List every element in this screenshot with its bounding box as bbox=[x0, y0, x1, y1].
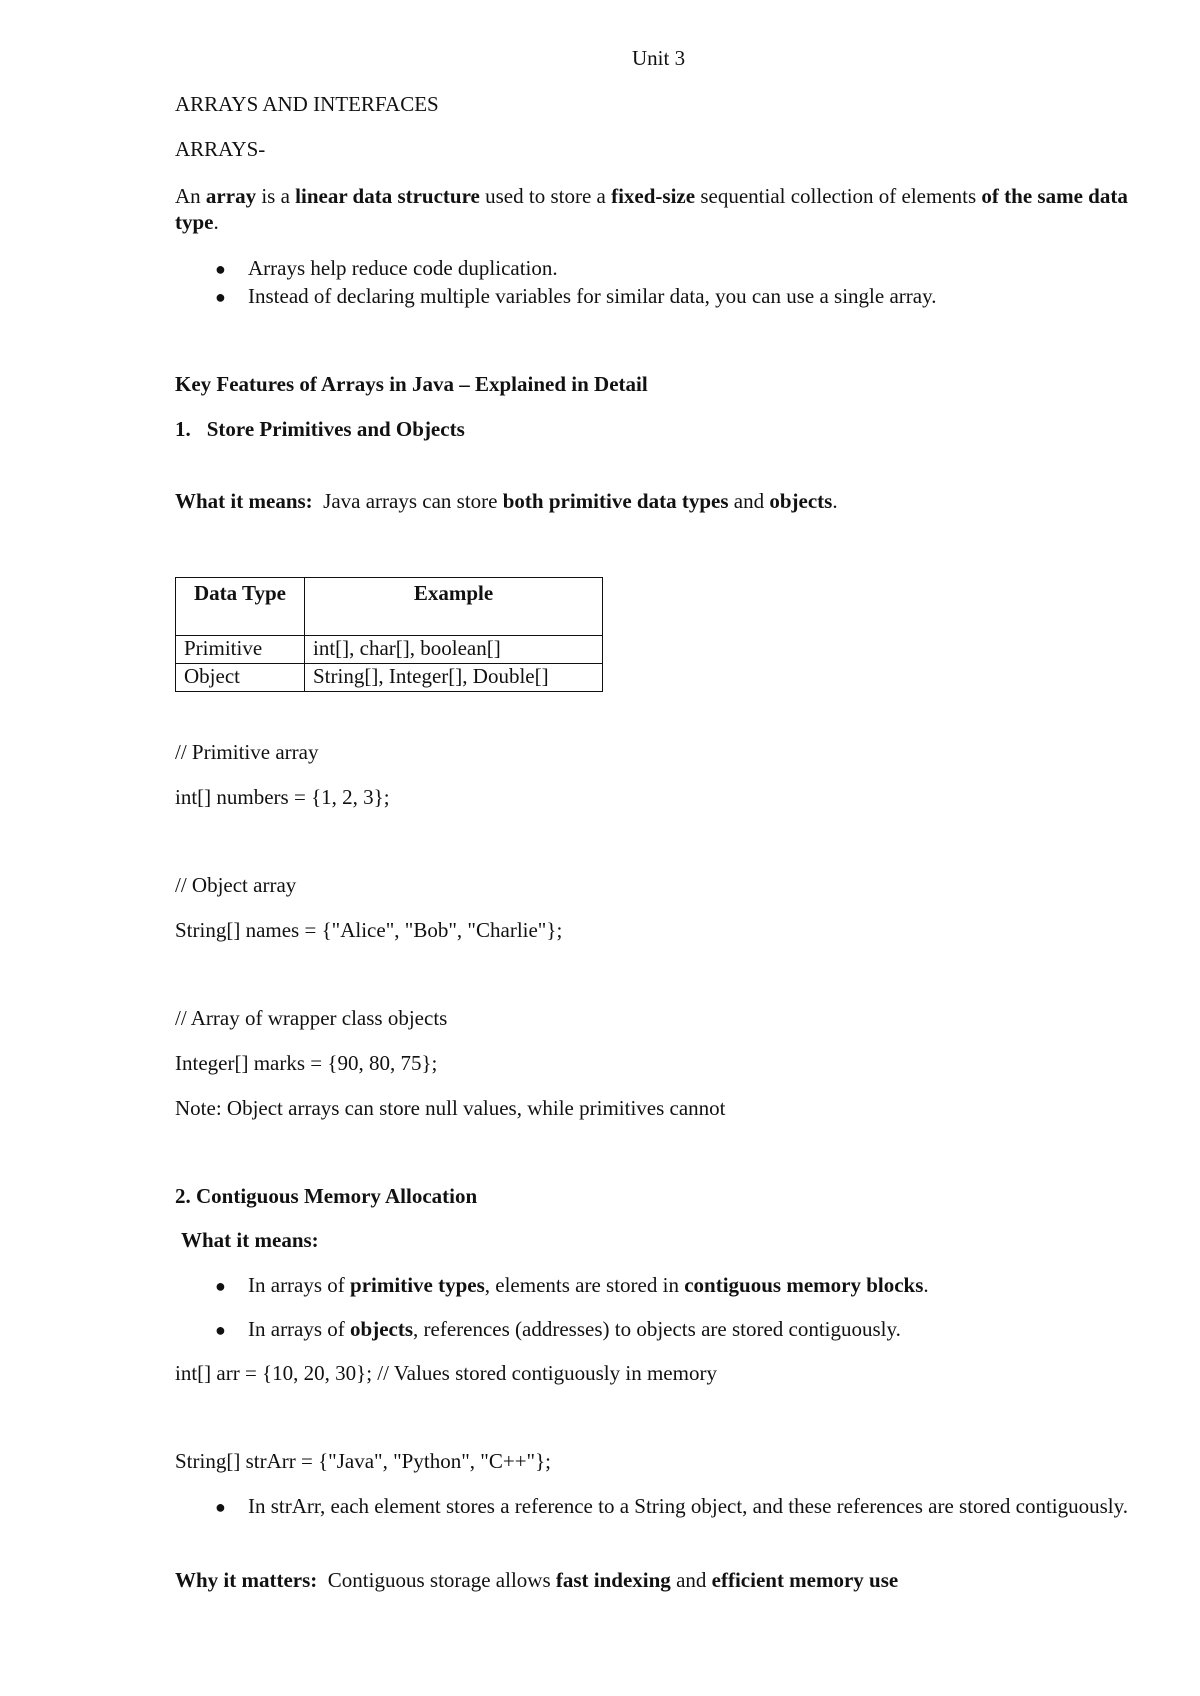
bullet-icon: ● bbox=[215, 287, 226, 307]
arrays-heading: ARRAYS- bbox=[175, 137, 266, 161]
code-comment: // Object array bbox=[175, 873, 297, 897]
table-header-cell: Example bbox=[305, 578, 603, 636]
main-heading: ARRAYS AND INTERFACES bbox=[175, 92, 439, 116]
code-line: String[] names = {"Alice", "Bob", "Charlie"}; bbox=[175, 918, 563, 942]
table-cell: Object bbox=[176, 664, 305, 692]
bullet-icon: ● bbox=[215, 1276, 226, 1296]
section1-heading: 1. Store Primitives and Objects bbox=[175, 417, 465, 441]
code-line: Integer[] marks = {90, 80, 75}; bbox=[175, 1051, 438, 1075]
code-comment: // Primitive array bbox=[175, 740, 319, 764]
key-features-title: Key Features of Arrays in Java – Explained in Detail bbox=[175, 372, 648, 396]
table-row bbox=[176, 664, 603, 692]
section2-heading: 2. Contiguous Memory Allocation bbox=[175, 1184, 478, 1208]
table-header-row bbox=[176, 578, 603, 636]
list-item: Instead of declaring multiple variables for similar data, you can use a single array. bbox=[248, 284, 937, 308]
code-line: int[] numbers = {1, 2, 3}; bbox=[175, 785, 390, 809]
table-cell: int[], char[], boolean[] bbox=[305, 636, 603, 664]
intro-paragraph: An array is a linear data structure used to store a fixed-size sequential collection of elements of the same data type. bbox=[175, 184, 1128, 235]
section1-what-it-means: What it means: Java arrays can store both primitive data types and objects. bbox=[175, 489, 838, 513]
list-item: In arrays of primitive types, elements are stored in contiguous memory blocks. bbox=[248, 1273, 929, 1297]
section2-what-label: What it means: bbox=[181, 1228, 319, 1252]
why-it-matters: Why it matters: Contiguous storage allows fast indexing and efficient memory use bbox=[175, 1568, 899, 1592]
code-line: int[] arr = {10, 20, 30}; // Values stored contiguously in memory bbox=[175, 1361, 717, 1385]
list-item: In strArr, each element stores a reference to a String object, and these references are stored contiguously. bbox=[248, 1494, 1129, 1518]
table-header-cell: Data Type bbox=[176, 578, 305, 636]
data-type-table bbox=[175, 577, 603, 692]
bullet-icon: ● bbox=[215, 259, 226, 279]
table-cell: String[], Integer[], Double[] bbox=[305, 664, 603, 692]
table-cell: Primitive bbox=[176, 636, 305, 664]
list-item: Arrays help reduce code duplication. bbox=[248, 256, 558, 280]
code-comment: // Array of wrapper class objects bbox=[175, 1006, 448, 1030]
table-row bbox=[176, 636, 603, 664]
bullet-icon: ● bbox=[215, 1497, 226, 1517]
list-item: In arrays of objects, references (addresses) to objects are stored contiguously. bbox=[248, 1317, 901, 1341]
unit-header: Unit 3 bbox=[632, 46, 686, 70]
bullet-icon: ● bbox=[215, 1320, 226, 1340]
note-text: Note: Object arrays can store null values, while primitives cannot bbox=[175, 1096, 726, 1120]
code-line: String[] strArr = {"Java", "Python", "C++"}; bbox=[175, 1449, 552, 1473]
